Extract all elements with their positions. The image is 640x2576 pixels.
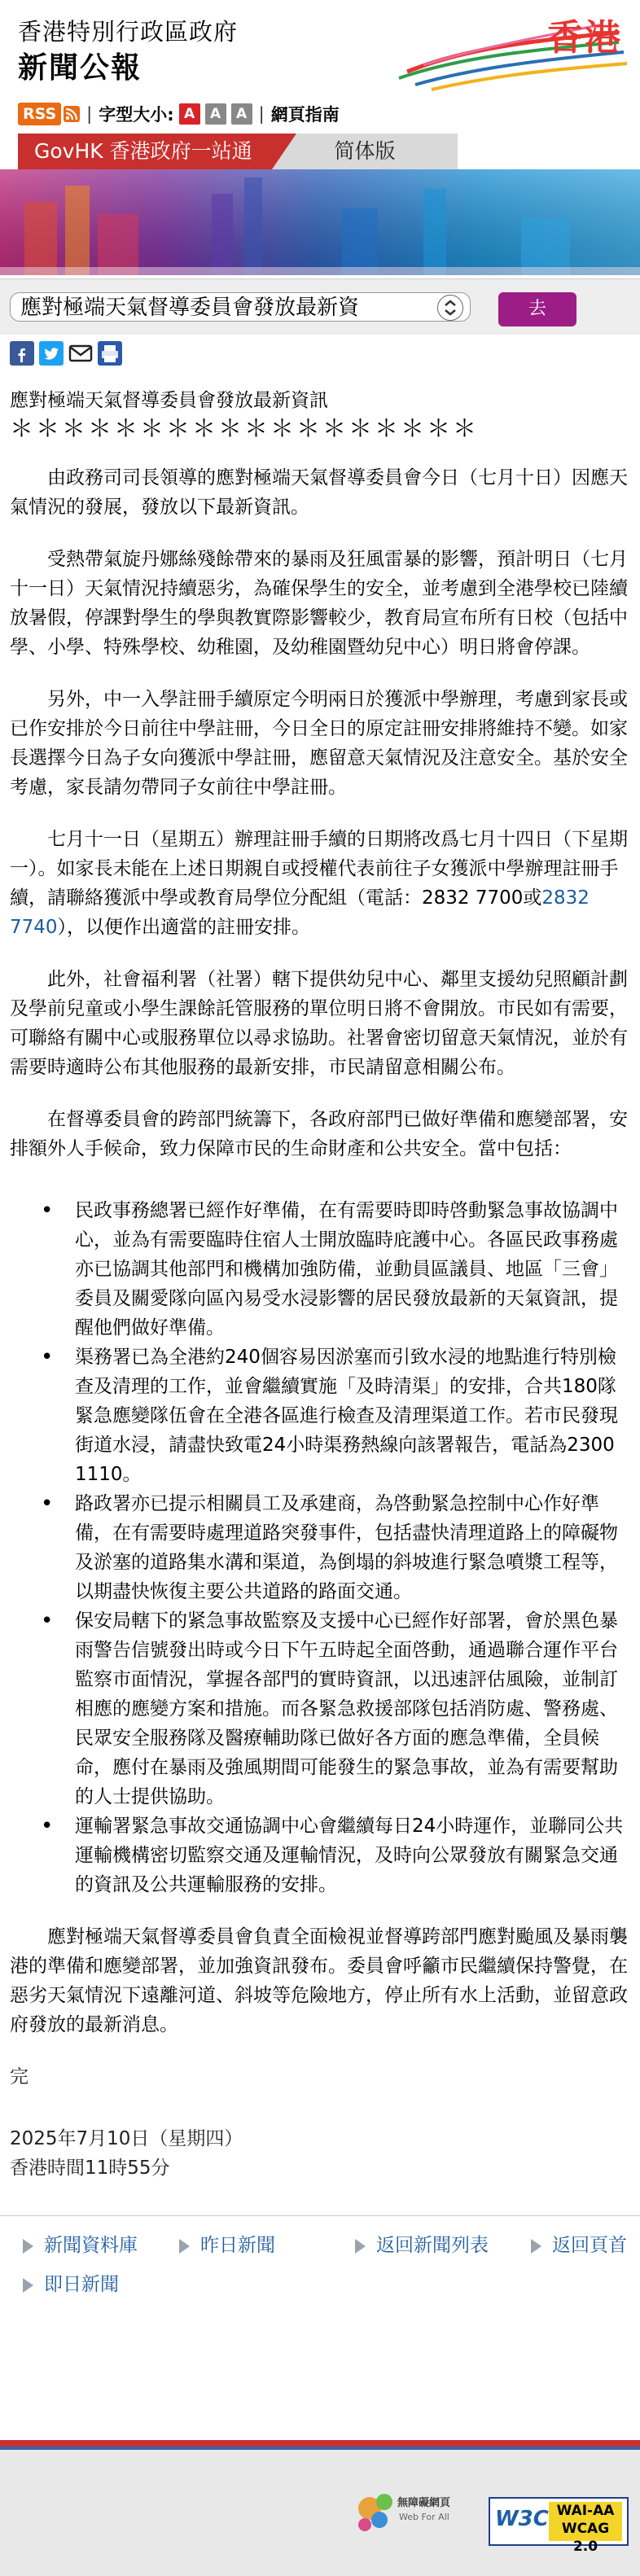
- twitter-icon[interactable]: [39, 341, 64, 366]
- today-news-link[interactable]: [20, 2270, 119, 2299]
- list-item: • 運輸署緊急事故交通協調中心會繼續每日24小時運作，並聯同公共運輸機構密切監察交通及運輸情況，及時向公眾發放有關緊急交通的資訊及公共運輸服務的安排。: [75, 1812, 630, 1899]
- banner-image: [0, 169, 640, 275]
- yesterday-news-link[interactable]: [176, 2231, 275, 2260]
- tab-simplified-chinese[interactable]: 简体版: [272, 134, 458, 169]
- article-paragraph: 另外，中一入學註冊手續原定今明兩日於獲派中學辦理，考慮到家長或已作安排於今日前往中學註冊，今日全日的原定註冊安排將維持不變。如家長選擇今日為子女向獲派中學註冊，應留意天氣情況及注意安全。基於安全考慮，家長請勿帶同子女前往中學註冊。: [10, 689, 628, 798]
- article-paragraph: 在督導委員會的跨部門統籌下，各政府部門已做好準備和應變部署，安排額外人手候命，致力保障市民的生命財產和公共安全。當中包括：: [10, 1109, 628, 1159]
- top-tabs: [0, 134, 640, 169]
- nav-row: [10, 2223, 630, 2268]
- nav-row: [10, 2268, 630, 2314]
- font-size-label: 字型大小:: [99, 105, 174, 125]
- share-bar: [0, 335, 640, 372]
- arrow-right-icon: [23, 2278, 33, 2293]
- accessibility-link[interactable]: 網頁指南: [270, 105, 340, 125]
- email-icon[interactable]: [68, 341, 93, 366]
- rss-button[interactable]: RSS: [18, 103, 61, 125]
- page-section-title: 新聞公報: [18, 51, 142, 85]
- chevron-up-down-icon: [437, 295, 463, 321]
- article-title: 應對極端天氣督導委員會發放最新資訊: [10, 390, 328, 411]
- press-release-select[interactable]: [10, 292, 471, 322]
- list-item: • 渠務署已為全港約240個容易因淤塞而引致水浸的地點進行特別檢查及清理的工作，並會繼續實施「及時清渠」的安排，合共180隊緊急應變隊伍會在全港各區進行檢查及清理渠道工作。若市民發現街道水浸，請盡快致電24小時渠務熱線向該署報告，電話為2300 1110。: [75, 1343, 630, 1489]
- nav-link-label: 返回新聞列表: [376, 2235, 489, 2256]
- font-size-large-button[interactable]: A: [231, 103, 252, 125]
- back-to-list-link[interactable]: [352, 2231, 489, 2260]
- article: [0, 385, 640, 2183]
- font-size-small-button[interactable]: A: [179, 103, 200, 125]
- article-paragraph: 受熱帶氣旋丹娜絲殘餘帶來的暴雨及狂風雷暴的影響，預計明日（七月十一日）天氣情況持續惡劣，為確保學生的安全，並考慮到全港學校已陸續放暑假，停課對學生的學與教實際影響較少，教育局宣布所有日校（包括中學、小學、特殊學校、幼稚園，及幼稚園暨幼兒中心）明日將會停課。: [10, 549, 628, 658]
- article-end: 完: [10, 2066, 28, 2088]
- back-to-top-link[interactable]: [528, 2231, 627, 2260]
- title-separator: ＊＊＊＊＊＊＊＊＊＊＊＊＊＊＊＊＊＊: [10, 414, 480, 442]
- article-time: 香港時間11時55分: [10, 2158, 170, 2179]
- nav-link-label: 新聞資料庫: [44, 2235, 138, 2256]
- divider: |: [258, 104, 265, 124]
- web-for-all-badge[interactable]: [352, 2484, 458, 2546]
- web-for-all-title: 無障礙網頁: [397, 2497, 451, 2509]
- nav-link-label: 即日新聞: [44, 2274, 119, 2295]
- press-release-selector-bar: [0, 278, 640, 335]
- nav-link-label: 返回頁首: [552, 2235, 627, 2256]
- article-date: 2025年7月10日（星期四）: [10, 2128, 243, 2149]
- print-icon[interactable]: [98, 341, 122, 366]
- list-item: • 民政事務總署已經作好準備，在有需要時即時啓動緊急事故協調中心，並為有需要臨時住宿人士開放臨時庇護中心。各區民政事務處亦已協調其他部門和機構加強防備，並動員區議員、地區「三會」委員及關愛隊向區內易受水浸影響的居民發放最新的天氣資訊，提醒他們做好準備。: [75, 1196, 630, 1343]
- footer-red-rule: [0, 2440, 640, 2447]
- font-size-medium-button[interactable]: A: [205, 103, 226, 125]
- arrow-right-icon: [179, 2239, 190, 2254]
- news-archive-link[interactable]: [20, 2231, 138, 2260]
- w3c-wcag-badge[interactable]: [489, 2497, 629, 2555]
- article-paragraph: 由政務司司長領導的應對極端天氣督導委員會今日（七月十日）因應天氣情況的發展，發放以下最新資訊。: [10, 467, 628, 518]
- tab-govhk[interactable]: GovHK 香港政府一站通: [18, 134, 272, 169]
- press-release-select-value: 應對極端天氣督導委員會發放最新資: [20, 296, 360, 320]
- w3c-logo-text: W3C: [495, 2507, 549, 2531]
- tab-divider-shape: [272, 134, 296, 169]
- wcag-version: WCAG 2.0: [561, 2521, 610, 2555]
- phone-link[interactable]: 2832 7740: [10, 887, 590, 938]
- article-paragraph: 應對極端天氣督導委員會負責全面檢視並督導跨部門應對颱風及暴雨襲港的準備和應變部署，並加強資訊發布。委員會呼籲市民繼續保持警覺，在惡劣天氣情況下遠離河道、斜坡等危險地方，停止所有水上活動，並留意政府發放的最新消息。: [10, 1926, 628, 2035]
- site-header: [0, 0, 640, 98]
- article-paragraph-with-phone: [10, 825, 630, 942]
- bottom-nav: [0, 2215, 640, 2314]
- hk-brand-logo-text: 香港: [547, 17, 622, 59]
- footer: [0, 2450, 640, 2576]
- go-button[interactable]: 去: [498, 292, 576, 326]
- arrow-right-icon: [355, 2239, 366, 2254]
- arrow-right-icon: [531, 2239, 541, 2254]
- web-for-all-subtitle: Web For All: [399, 2512, 449, 2522]
- list-item: • 路政署亦已提示相關員工及承建商，為啓動緊急控制中心作好準備，在有需要時處理道路突發事件，包括盡快清理道路上的障礙物及淤塞的道路集水溝和渠道，為倒塌的斜坡進行緊急噴漿工程等，以期盡快恢復主要公共道路的路面交通。: [75, 1489, 630, 1606]
- article-paragraph: 此外，社會福利署（社署）轄下提供幼兒中心、鄰里支援幼兒照顧計劃及學前兒童或小學生課餘託管服務的單位明日將不會開放。市民如有需要，可聯絡有關中心或服務單位以尋求協助。社署會密切留意天氣情況，並於有需要時適時公布其他服務的最新安排，市民請留意相關公布。: [10, 969, 628, 1078]
- measures-list: [10, 1196, 633, 1899]
- wai-aa-label: [549, 2502, 622, 2555]
- list-item: • 保安局轄下的紧急事故監察及支援中心已經作好部署，會於黑色暴雨警告信號發出時或今日下午五時起全面啓動，通過聯合運作平台監察市面情況，掌握各部門的實時資訊，以迅速評估風險，並制訂相應的應變方案和措施。而各緊急救援部隊包括消防處、警務處、民眾安全服務隊及醫療輔助隊已做好各方面的應急準備，全員候命，應付在暴雨及強風期間可能發生的緊急事故，並為有需要幫助的人士提供協助。: [75, 1606, 630, 1812]
- toolbar: [0, 98, 640, 130]
- nav-link-label: 昨日新聞: [200, 2235, 275, 2256]
- paragraph-text: 七月十一日（星期五）辦理註冊手續的日期將改爲七月十四日（下星期一）。如家長未能在上述日期親自或授權代表前往子女獲派中學辦理註冊手續，請聯絡獲派中學或教育局學位分配組（電話：2832 7700或: [10, 829, 628, 909]
- divider: |: [86, 104, 93, 124]
- org-name: 香港特別行政區政府: [18, 18, 239, 46]
- arrow-right-icon: [23, 2239, 33, 2254]
- facebook-icon[interactable]: [10, 341, 34, 366]
- wai-level: WAI-AA: [556, 2503, 615, 2519]
- paragraph-text: ），以便作出適當的註冊安排。: [57, 917, 311, 938]
- rss-feed-icon[interactable]: [64, 106, 80, 122]
